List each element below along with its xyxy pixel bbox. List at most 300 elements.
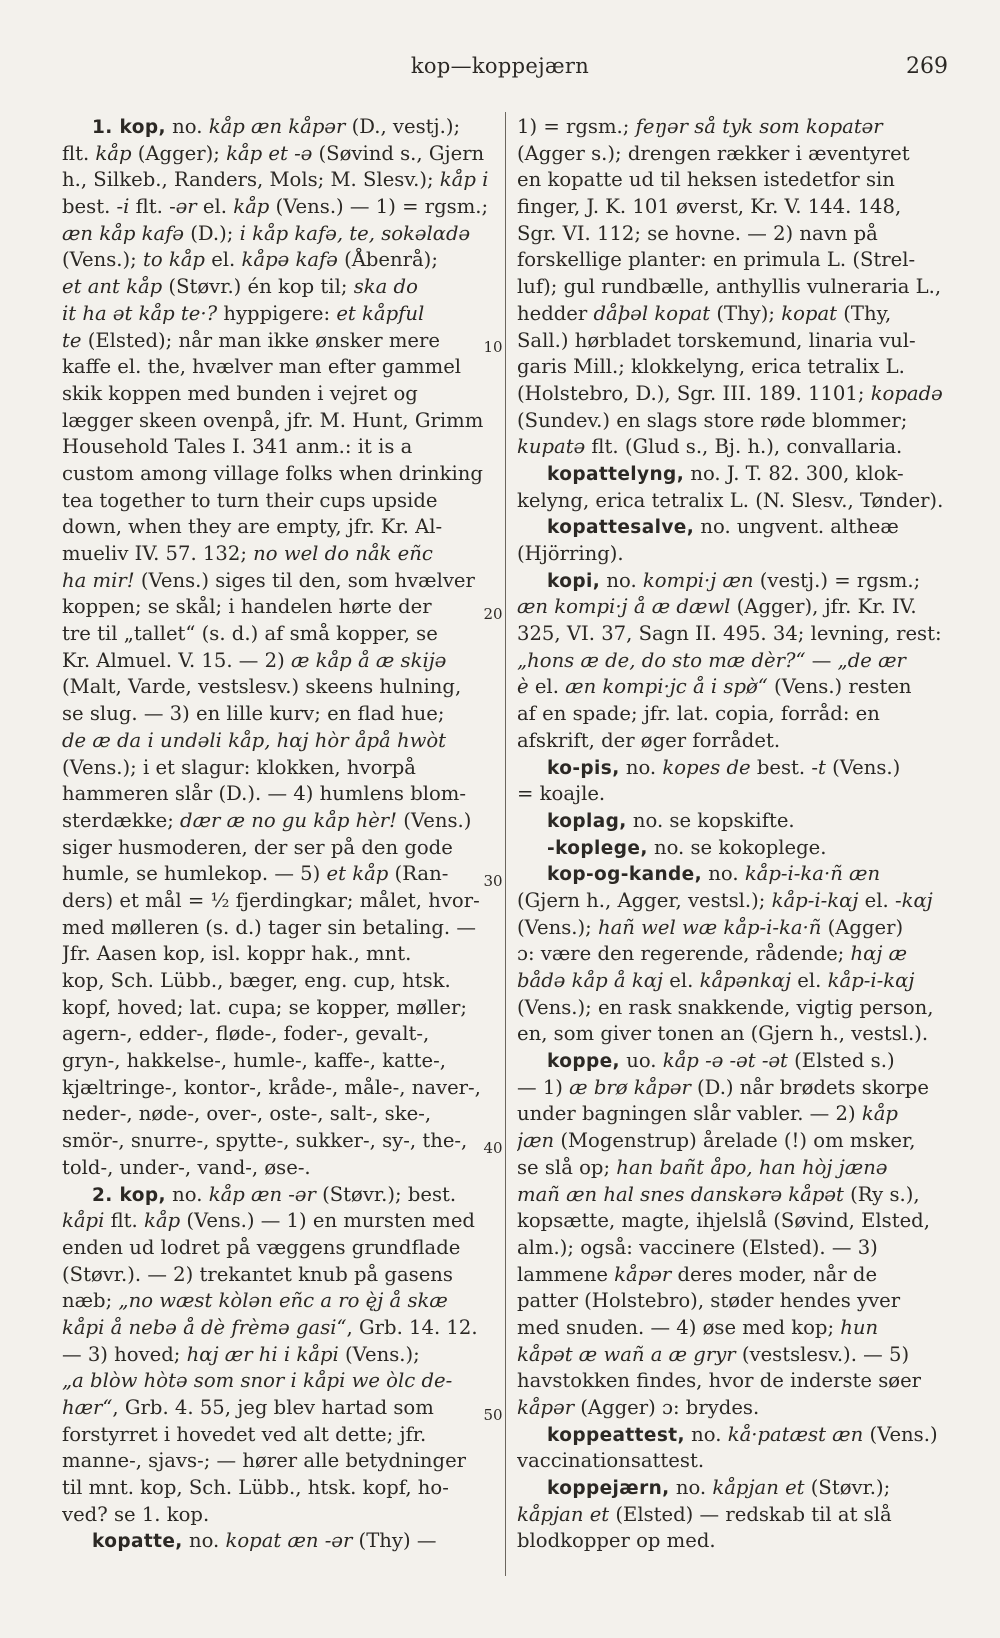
text-run: kelyng, erica tetralix L. (N. Slesv., Tønder). (517, 488, 944, 512)
text-run: , Grb. 14. 12. (346, 1315, 478, 1339)
dialect-form: it ha ət kåp te·? (62, 301, 218, 325)
line-number: 40 (483, 1139, 503, 1157)
text-run: el. (528, 675, 566, 699)
text-line (517, 434, 949, 461)
text-run: (Hjörring). (517, 542, 624, 565)
dialect-form: et kåpful (336, 301, 425, 325)
text-run: kopf, hoved; lat. cupa; se kopper, møller; (62, 995, 467, 1019)
text-line (62, 541, 494, 568)
text-line (62, 1021, 494, 1048)
column-divider (505, 112, 506, 1576)
dialect-form: bådə kåp å kɑj (517, 969, 664, 992)
dialect-form: kopadə (870, 381, 943, 405)
text-line (62, 1422, 494, 1449)
text-line (517, 728, 949, 755)
text-line (62, 1448, 494, 1475)
text-line (62, 514, 494, 541)
text-line (517, 835, 949, 862)
dialect-form: kompi·j æn (642, 568, 754, 592)
text-run: no. (182, 1529, 226, 1553)
text-run: af en spade; jfr. lat. copia, forråd: en (517, 702, 880, 726)
text-line (517, 1235, 949, 1262)
text-line (62, 114, 494, 141)
dialect-form: kåp æn kåpər (208, 115, 346, 138)
text-run: vaccinationsattest. (517, 1449, 705, 1473)
headword: kop-og-kande, (547, 864, 703, 886)
text-run: humle, se humlekop. — 5) (62, 862, 327, 886)
dialect-form: et kåp (326, 862, 389, 886)
text-line (517, 461, 949, 488)
dialect-form: hɑj æ (850, 942, 908, 966)
headword: koplag, (547, 810, 627, 832)
text-line (62, 1315, 494, 1342)
text-run: se slå op; (517, 1155, 617, 1179)
text-run: no. ungvent. altheæ (694, 515, 899, 539)
text-line (62, 141, 494, 168)
dialect-form: t (818, 755, 826, 779)
dialect-form: jæn (517, 1129, 555, 1153)
text-run: el. (663, 969, 700, 992)
text-run: havstokken findes, hvor de inderste søer (517, 1369, 922, 1393)
text-line (62, 1395, 494, 1422)
text-run: (Vens.) — 1) = rgsm.; (269, 195, 489, 219)
text-run: hedder (517, 301, 594, 325)
text-run: kaffe el. the, hvælver man efter gammel (62, 355, 462, 379)
dialect-form: i (123, 195, 130, 219)
text-run: (D., vestj.); (345, 115, 461, 138)
text-run: no. (684, 1422, 728, 1446)
text-line (62, 1182, 494, 1209)
text-run: (Søvind s., Gjern (312, 141, 485, 165)
dialect-form: kåp -ə -ət -ət (662, 1049, 788, 1073)
text-line (517, 247, 949, 274)
dialect-form: „de ær (837, 648, 906, 672)
text-run: under bagningen slår vabler. — 2) (517, 1102, 862, 1126)
text-line (62, 701, 494, 728)
text-line (517, 1502, 949, 1529)
text-line (62, 674, 494, 701)
text-run: (Agger s.); drengen rækker i æventyret (517, 141, 910, 165)
text-run: mueliv IV. 57. 132; (62, 542, 254, 565)
text-line (517, 701, 949, 728)
text-line (62, 995, 494, 1022)
text-run: flt. - (129, 195, 176, 219)
text-line (62, 328, 494, 355)
text-line (62, 1235, 494, 1262)
text-run: best. - (750, 755, 818, 779)
text-line (62, 728, 494, 755)
dialect-form: kåp-i-kɑj (771, 888, 859, 912)
text-line (517, 594, 949, 621)
text-run: sterdække; (62, 808, 181, 832)
text-run: (Agger); (131, 141, 227, 165)
text-line (517, 354, 949, 381)
text-line (517, 968, 949, 995)
text-run: (Støvr.). — 2) trekantet knub på gasens (62, 1262, 453, 1286)
text-run: Household Tales I. 341 anm.: it is a (62, 435, 413, 459)
text-line (62, 194, 494, 221)
text-line (517, 301, 949, 328)
dialect-form: ər (175, 195, 197, 219)
dialect-form: kåpər (517, 1396, 575, 1419)
text-run: kopsætte, magte, ihjelslå (Søvind, Elsted, (517, 1209, 930, 1233)
text-run: finger, J. K. 101 øverst, Kr. V. 144. 148, (517, 195, 902, 219)
text-line (517, 514, 949, 541)
dialect-form: kåp-i-kɑj (827, 969, 915, 992)
text-run: Sgr. VI. 112; se hovne. — 2) navn på (517, 221, 878, 245)
text-line (62, 1288, 494, 1315)
text-line (517, 1182, 949, 1209)
dialect-form: kɑj (901, 888, 933, 912)
text-line (517, 221, 949, 248)
text-line (62, 1368, 494, 1395)
text-run: = koajle. (517, 782, 606, 806)
text-run: til mnt. kop, Sch. Lübb., htsk. kopf, ho- (62, 1476, 449, 1500)
headword: koppe, (547, 1051, 620, 1073)
text-run: down, when they are empty, jfr. Kr. Al- (62, 515, 443, 539)
text-run: koppen; se skål; i handelen hørte der (62, 595, 432, 619)
text-run: (Støvr.); best. (315, 1182, 457, 1206)
dialect-form: æn kompi·jc å i spø̀“ (565, 675, 768, 699)
text-line (517, 648, 949, 675)
dialect-form: kåp (861, 1102, 898, 1126)
text-run: (vestslesv.). — 5) (735, 1342, 910, 1366)
dialect-form: han bañt åpo, han hòj jænə (616, 1155, 888, 1179)
headword: kopattesalve, (547, 517, 695, 539)
text-run: (vestj.) = rgsm.; (753, 568, 921, 592)
text-run: kjæltringe-, kontor-, kråde-, måle-, naver-, (62, 1075, 481, 1099)
text-line (517, 995, 949, 1022)
dialect-form: kopat (781, 301, 838, 325)
text-run: no. se kokoplege. (647, 835, 827, 859)
text-run: luf); gul rundbælle, anthyllis vulneraria L., (517, 275, 942, 299)
text-line (517, 1315, 949, 1342)
text-line (517, 808, 949, 835)
headword: koppeattest, (547, 1424, 685, 1446)
dialect-form: ha mir! (62, 568, 135, 592)
text-run: en, som giver tonen an (Gjern h., vestsl.). (517, 1022, 929, 1046)
text-line (62, 408, 494, 435)
text-run: no. (165, 1182, 209, 1206)
dialect-form: kopes de (662, 755, 751, 779)
text-run: h., Silkeb., Randers, Mols; M. Slesv.); (62, 168, 440, 192)
text-line (517, 114, 949, 141)
dialect-form: æn kompi·j å æ dæwl (517, 595, 731, 619)
text-line (517, 194, 949, 221)
text-run: (Vens.) (825, 755, 901, 779)
text-run: (Gjern h., Agger, vestsl.); (517, 888, 772, 912)
headword: ko-pis, (547, 757, 620, 779)
text-line (62, 1075, 494, 1102)
dialect-form: kåp (95, 141, 132, 165)
dialect-form: è (517, 675, 529, 699)
right-column (517, 114, 949, 1555)
text-run: (Mogenstrup) årelade (!) om msker, (554, 1129, 916, 1153)
text-line (62, 381, 494, 408)
text-line (517, 408, 949, 435)
dialect-form: „a blòw hòtə som snor i kåpi we òlc de- (62, 1369, 453, 1393)
text-line (517, 1021, 949, 1048)
text-run: (Elsted) — redskab til at slå (609, 1502, 892, 1526)
text-line (517, 1342, 949, 1369)
text-line (517, 381, 949, 408)
text-run: 1) = rgsm.; (517, 115, 636, 138)
text-run: lammene (517, 1262, 615, 1286)
dialect-form: et ant kåp (62, 275, 163, 299)
text-line (62, 1128, 494, 1155)
text-line (517, 621, 949, 648)
text-run: (Vens.); (517, 915, 598, 939)
text-line (517, 781, 949, 808)
text-run: med mølleren (s. d.) tager sin betaling. — (62, 915, 476, 939)
text-run: (Vens.) — 1) en mursten med (180, 1209, 475, 1233)
text-line (62, 354, 494, 381)
text-line (517, 941, 949, 968)
headword: kopi, (547, 570, 601, 592)
text-run: blodkopper op med. (517, 1529, 716, 1553)
line-number: 20 (483, 605, 503, 623)
running-head: kop—koppejærn (410, 54, 590, 78)
text-run: (Vens.); i et slagur: klokken, hvorpå (62, 755, 416, 779)
text-run: smör-, snurre-, spytte-, sukker-, sy-, the-, (62, 1129, 468, 1153)
text-run: el. - (858, 888, 902, 912)
text-line (517, 755, 949, 782)
text-run: tre til „tallet“ (s. d.) af små kopper, se (62, 622, 438, 646)
text-run: no. (165, 115, 209, 138)
text-run: deres moder, når de (671, 1262, 878, 1286)
text-line (62, 781, 494, 808)
text-line (517, 1448, 949, 1475)
text-run: flt. (Glud s., Bj. h.), convallaria. (585, 435, 903, 459)
text-line (62, 568, 494, 595)
dialect-form: to kåp (142, 248, 205, 272)
headword: kopattelyng, (547, 463, 685, 485)
text-line (62, 941, 494, 968)
text-run: en kopatte ud til heksen istedetfor sin (517, 168, 895, 192)
dialect-form: de æ da i undəli kåp, hɑj hòr åpå hwòt (62, 728, 447, 752)
text-run: (Vens.); en rask snakkende, vigtig person, (517, 995, 934, 1019)
text-line (62, 274, 494, 301)
text-run: alm.); også: vaccinere (Elsted). — 3) (517, 1235, 878, 1259)
text-line (62, 221, 494, 248)
dialect-form: „hons æ de, do sto mæ dèr?“ (517, 648, 806, 672)
text-line (62, 915, 494, 942)
dialect-form: kupatə (517, 435, 586, 459)
text-run: flt. (104, 1209, 145, 1233)
dialect-form: kåpər (614, 1262, 672, 1286)
text-line (517, 674, 949, 701)
text-run: enden ud lodret på væggens grundflade (62, 1235, 461, 1259)
text-run: Jfr. Aasen kop, isl. koppr hak., mnt. (62, 942, 412, 966)
text-run: (D.); (184, 221, 240, 245)
text-run: lægger skeen ovenpå, jfr. M. Hunt, Grimm (62, 408, 484, 432)
text-run: no. (702, 862, 745, 886)
text-line (517, 328, 949, 355)
left-column (62, 114, 494, 1555)
dialect-form: dåþəl kopat (593, 301, 711, 325)
line-number: 30 (483, 872, 503, 890)
text-line (62, 1502, 494, 1529)
text-run: custom among village folks when drinking (62, 461, 483, 485)
dialect-form: kåpə kafə (241, 248, 338, 272)
text-run: uo. (619, 1049, 663, 1073)
text-run: ved? se 1. kop. (62, 1502, 210, 1526)
dialect-form: „no wæst kòlən eñc a ro ę̀j å skæ (118, 1289, 448, 1313)
text-run: no. (619, 755, 663, 779)
text-line (62, 755, 494, 782)
text-run: no. J. T. 82. 300, klok- (684, 461, 904, 485)
text-line (517, 1288, 949, 1315)
dialect-form: no wel do nåk eñc (253, 542, 433, 565)
text-run: med snuden. — 4) øse med kop; (517, 1315, 841, 1339)
page-header (0, 54, 1000, 86)
dialect-form: æ kåp å æ skijə (290, 648, 447, 672)
text-run: el. (791, 969, 828, 992)
dialect-form: kåp et -ə (226, 141, 313, 165)
text-line (62, 594, 494, 621)
text-run: afskrift, der øger forrådet. (517, 728, 781, 752)
line-number: 10 (483, 338, 503, 356)
text-run: (Thy, (837, 301, 892, 325)
text-run: (Vens.) (397, 808, 472, 832)
page-number: 269 (906, 54, 948, 79)
text-run: no. (669, 1476, 713, 1500)
text-line (517, 488, 949, 515)
text-run: — 1) (517, 1075, 570, 1099)
text-line (517, 141, 949, 168)
text-line (62, 1262, 494, 1289)
text-line (517, 915, 949, 942)
text-line (517, 1528, 949, 1555)
dialect-form: i kåp kafə, te, sokəlɑdə (239, 221, 471, 245)
dialect-form: kå·patæst æn (727, 1422, 864, 1446)
text-line (62, 247, 494, 274)
text-line (517, 1155, 949, 1182)
text-line (62, 434, 494, 461)
text-run: garis Mill.; klokkelyng, erica tetralix L. (517, 355, 905, 379)
dialect-form: æ brø kåpər (569, 1075, 691, 1099)
text-run: ɔ: være den regerende, rådende; (517, 942, 851, 966)
text-line (517, 1048, 949, 1075)
text-run: (Agger) (821, 915, 904, 939)
headword: 1. kop, (92, 117, 166, 138)
text-line (62, 835, 494, 862)
text-line (62, 1528, 494, 1555)
text-line (517, 274, 949, 301)
text-line (62, 461, 494, 488)
text-line (62, 968, 494, 995)
text-run: (Malt, Varde, vestslesv.) skeens hulning, (62, 675, 462, 699)
text-line (517, 1208, 949, 1235)
text-run: best. - (62, 195, 124, 219)
text-run: hyppigere: (217, 301, 337, 325)
dialect-form: kåp æn -ər (208, 1182, 316, 1206)
text-run: neder-, nøde-, over-, oste-, salt-, ske-, (62, 1102, 432, 1126)
text-run: told-, under-, vand-, øse-. (62, 1155, 311, 1179)
text-run: næb; (62, 1289, 119, 1313)
text-line (62, 648, 494, 675)
text-run: (Vens.); (62, 248, 143, 272)
text-run: (Sundev.) en slags store røde blommer; (517, 408, 908, 432)
text-line (517, 541, 949, 568)
dialect-form: kåpət æ wañ a æ gryr (517, 1342, 736, 1366)
text-line (517, 1475, 949, 1502)
text-line (517, 1368, 949, 1395)
dialect-form: kåpi å nebə å dè frèmə gasi“ (62, 1315, 347, 1339)
text-line (62, 167, 494, 194)
text-line (62, 301, 494, 328)
dialect-form: kåpjan et (712, 1476, 805, 1500)
headword: -koplege, (547, 837, 648, 859)
text-run: (Støvr.); (804, 1476, 891, 1500)
text-line (62, 1208, 494, 1235)
text-run: gryn-, hakkelse-, humle-, kaffe-, katte-, (62, 1049, 446, 1073)
dialect-form: dær æ no gu kåp hèr! (180, 808, 398, 832)
text-line (517, 888, 949, 915)
text-run: (Vens.) resten (767, 675, 912, 699)
text-line (517, 1422, 949, 1449)
dialect-form: hɑj ær hi i kåpi (186, 1342, 339, 1366)
text-run: (D.) når brødets skorpe (690, 1075, 929, 1099)
text-run: , Grb. 4. 55, jeg blev hartad som (112, 1396, 434, 1419)
text-run: 325, VI. 37, Sagn II. 495. 34; levning, rest: (517, 622, 942, 646)
text-run: (Holstebro, D.), Sgr. III. 189. 1101; (517, 381, 871, 405)
text-run: (Vens.) (863, 1422, 938, 1446)
dialect-form: hun (840, 1315, 879, 1339)
dialect-form: kåpi (62, 1209, 105, 1233)
text-run: (Vens.); (338, 1342, 420, 1366)
text-run: skik koppen med bunden i vejret og (62, 381, 418, 405)
text-run: se slug. — 3) en lille kurv; en flad hue; (62, 702, 445, 726)
dialect-form: feŋər så tyk som kopatər (635, 115, 883, 138)
text-line (517, 1075, 949, 1102)
text-run: (Thy); (710, 301, 782, 325)
text-line (517, 568, 949, 595)
text-run: siger husmoderen, der ser på den gode (62, 835, 453, 859)
text-line (517, 1128, 949, 1155)
text-run: (Støvr.) én kop til; (162, 275, 354, 299)
text-line (62, 488, 494, 515)
text-run: Sall.) hørbladet torskemund, linaria vul- (517, 328, 916, 352)
line-number: 50 (483, 1406, 503, 1424)
dialect-form: ska do (353, 275, 418, 299)
text-run: el. (204, 248, 242, 272)
text-run: (Åbenrå); (337, 248, 438, 272)
text-run: no. (600, 568, 643, 592)
text-run: tea together to turn their cups upside (62, 488, 438, 512)
text-run: ders) et mål = ½ fjerdingkar; målet, hvor- (62, 888, 480, 912)
text-run: no. se kopskifte. (626, 808, 795, 832)
text-run: (Agger), jfr. Kr. IV. (730, 595, 917, 619)
text-line (62, 1475, 494, 1502)
text-line (62, 888, 494, 915)
text-run: flt. (62, 141, 96, 165)
text-run: — 3) hoved; (62, 1342, 187, 1366)
text-run: — (805, 648, 838, 672)
text-run: (Ran- (388, 862, 449, 886)
text-run: (Thy) — (352, 1529, 437, 1553)
text-line (62, 621, 494, 648)
text-run: (Vens.) siges til den, som hvælver (134, 568, 475, 592)
text-line (517, 1262, 949, 1289)
text-line (62, 861, 494, 888)
text-line (62, 1048, 494, 1075)
text-line (517, 1101, 949, 1128)
text-line (517, 861, 949, 888)
dialect-form: kåp (233, 195, 270, 219)
dialect-form: hær“ (62, 1396, 113, 1419)
text-run: kop, Sch. Lübb., bæger, eng. cup, htsk. (62, 969, 451, 992)
